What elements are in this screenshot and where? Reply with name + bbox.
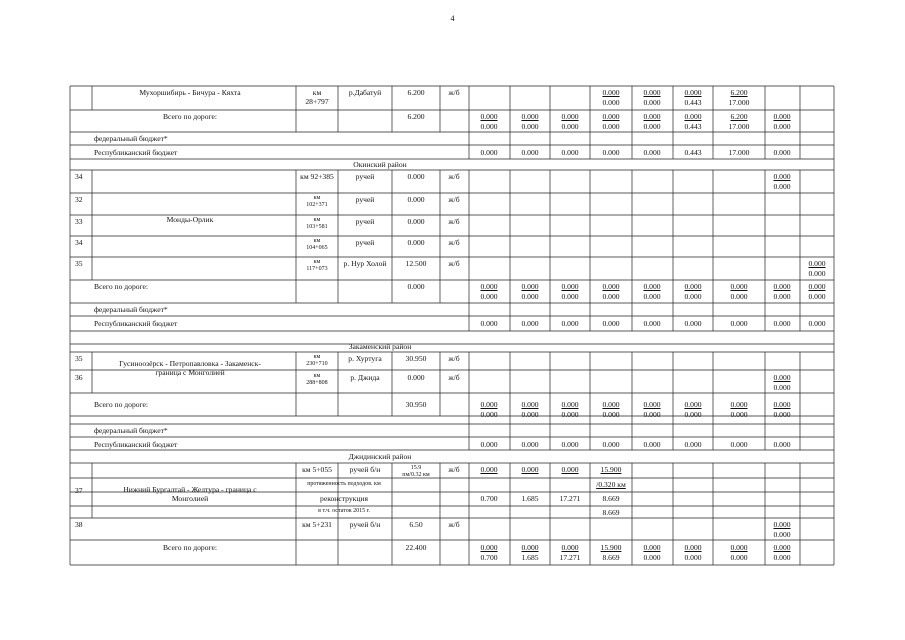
value-cell: 6.200: [730, 112, 748, 121]
type-value: ж/б: [448, 520, 460, 529]
object-name: ручей б/н: [349, 465, 381, 474]
value-cell: 0.000: [773, 319, 791, 328]
row-number: 34: [75, 238, 83, 247]
value-cell: 17.271: [559, 494, 581, 503]
object-name: р. Хуртуга: [348, 354, 382, 363]
value-cell: 0.000: [561, 465, 579, 474]
length-value: 0.000: [407, 217, 425, 226]
length-value: 30.950: [405, 354, 427, 363]
value-cell: 0.000: [643, 319, 661, 328]
length-value: 6.50: [409, 520, 423, 529]
value-cell: 0.000: [730, 282, 748, 291]
value-cell: 0.000: [808, 259, 826, 268]
length-value: 0.000: [407, 373, 425, 382]
value-cell: 15.900: [600, 465, 622, 474]
value-cell: 0.000: [521, 319, 539, 328]
value-cell: 0.000: [561, 440, 579, 449]
length-value: 22.400: [405, 543, 427, 552]
value-cell: 0.000: [643, 400, 661, 409]
value-cell: 0.000: [808, 292, 826, 301]
value-cell: 0.000: [773, 530, 791, 539]
km-marker: км 230+710: [306, 354, 328, 367]
value-cell: 0.000: [643, 553, 661, 562]
row-number: 35: [75, 259, 83, 268]
object-name: р. Джида: [350, 373, 380, 382]
value-cell: 0.000: [773, 182, 791, 191]
value-cell: 0.000: [602, 440, 620, 449]
value-cell: 0.000: [773, 112, 791, 121]
value-cell: 0.000: [684, 410, 702, 419]
value-cell: 0.000: [684, 282, 702, 291]
value-cell: 0.000: [773, 400, 791, 409]
km-marker: км 117+073: [306, 259, 328, 272]
length-value: 15.9 пм/0.32 км: [402, 465, 430, 478]
value-cell: 0.000: [643, 543, 661, 552]
value-cell: 0.000: [521, 122, 539, 131]
road-name: Гусиноозёрск - Петропавловка - Закаменск- граница с Монголией: [119, 359, 261, 377]
object-name: р.Дабатуй: [348, 88, 382, 97]
value-cell: 0.000: [773, 148, 791, 157]
type-value: ж/б: [448, 259, 460, 268]
value-cell: 0.000: [561, 400, 579, 409]
length-value: 0.000: [407, 282, 425, 291]
length-value: 0.000: [407, 172, 425, 181]
value-cell: 0.443: [684, 122, 702, 131]
value-cell: 17.271: [559, 553, 581, 562]
row-number: 33: [75, 217, 83, 226]
row-number: 32: [75, 195, 83, 204]
km-marker: км 288+808: [306, 373, 328, 386]
value-cell: 0.000: [521, 543, 539, 552]
row-number: 35: [75, 354, 83, 363]
value-cell: 0.000: [643, 122, 661, 131]
value-cell: 0.000: [808, 269, 826, 278]
km-marker: км 103+581: [306, 217, 328, 230]
value-cell: 0.000: [561, 282, 579, 291]
value-cell: 0.000: [773, 373, 791, 382]
value-cell: 0.000: [602, 400, 620, 409]
row-number: 38: [75, 520, 83, 529]
value-cell: 17.000: [728, 98, 750, 107]
value-cell: 0.000: [684, 400, 702, 409]
value-cell: 0.000: [773, 520, 791, 529]
type-value: ж/б: [448, 88, 460, 97]
value-cell: 0.000: [561, 319, 579, 328]
object-name: ручей: [355, 172, 375, 181]
value-cell: 0.443: [684, 148, 702, 157]
object-name: ручей: [355, 238, 375, 247]
type-value: ж/б: [448, 373, 460, 382]
value-cell: 0.000: [521, 148, 539, 157]
value-cell: 6.200: [730, 88, 748, 97]
value-cell: 1.685: [521, 553, 539, 562]
value-cell: 0.000: [730, 553, 748, 562]
type-value: ж/б: [448, 195, 460, 204]
row-number: 37: [75, 486, 83, 495]
value-cell: 0.000: [773, 440, 791, 449]
value-cell: 0.000: [773, 543, 791, 552]
type-value: ж/б: [448, 172, 460, 181]
km-marker: км 5+231: [302, 520, 332, 529]
value-cell: 17.000: [728, 148, 750, 157]
total-label: Всего по дороге:: [94, 400, 149, 409]
km-marker: км 28+797: [305, 88, 329, 106]
value-cell: 0.000: [521, 440, 539, 449]
km-marker: км 92+385: [300, 172, 334, 181]
value-cell: 0.000: [643, 292, 661, 301]
value-cell: 0.000: [684, 553, 702, 562]
road-name: Нижний Бургалтай - Желтура - граница с Монголией: [123, 485, 257, 503]
district-title: Закаменский район: [348, 342, 412, 351]
value-cell: /0.320 км: [596, 480, 626, 489]
value-cell: 0.000: [643, 410, 661, 419]
value-cell: 0.000: [521, 292, 539, 301]
total-label: Всего по дороге:: [162, 112, 218, 121]
row-number: 36: [75, 373, 83, 382]
value-cell: 0.000: [602, 410, 620, 419]
value-cell: 0.000: [773, 292, 791, 301]
extent-label: протяженность подходов. км: [307, 481, 381, 487]
value-cell: 0.000: [730, 410, 748, 419]
value-cell: 0.000: [602, 148, 620, 157]
value-cell: 0.700: [480, 494, 498, 503]
value-cell: 0.000: [602, 319, 620, 328]
value-cell: 0.000: [561, 148, 579, 157]
length-value: 30.950: [405, 400, 427, 409]
value-cell: 0.000: [480, 112, 498, 121]
object-name: ручей: [355, 195, 375, 204]
value-cell: 0.000: [480, 400, 498, 409]
value-cell: 8.669: [602, 508, 620, 517]
value-cell: 0.000: [480, 122, 498, 131]
value-cell: 0.000: [684, 112, 702, 121]
value-cell: 0.000: [602, 292, 620, 301]
length-value: 12.500: [405, 259, 427, 268]
value-cell: 0.000: [561, 410, 579, 419]
value-cell: 0.000: [730, 543, 748, 552]
value-cell: 0.000: [773, 410, 791, 419]
value-cell: 0.000: [480, 410, 498, 419]
object-name: р. Нур Холой: [343, 259, 387, 268]
value-cell: 0.000: [521, 410, 539, 419]
value-cell: 0.000: [643, 98, 661, 107]
value-cell: 0.000: [561, 543, 579, 552]
republic-budget-label: Республиканский бюджет: [94, 148, 178, 157]
km-marker: км 5+055: [302, 465, 332, 474]
page-number: 4: [450, 14, 455, 23]
value-cell: 0.000: [561, 112, 579, 121]
remainder-label: в т.ч. остаток 2015 г.: [318, 508, 370, 514]
total-label: Всего по дороге:: [94, 282, 149, 291]
value-cell: 0.000: [602, 88, 620, 97]
value-cell: 0.000: [773, 282, 791, 291]
district-title: Джидинский район: [348, 452, 412, 461]
value-cell: 0.000: [480, 292, 498, 301]
republic-budget-label: Республиканский бюджет: [94, 319, 178, 328]
value-cell: 0.000: [521, 282, 539, 291]
value-cell: 0.000: [480, 282, 498, 291]
value-cell: 0.000: [773, 553, 791, 562]
federal-budget-label: федеральный бюджет*: [94, 305, 168, 314]
value-cell: 0.000: [602, 98, 620, 107]
value-cell: 0.700: [480, 553, 498, 562]
value-cell: 0.000: [730, 292, 748, 301]
value-cell: 0.000: [684, 440, 702, 449]
length-value: 0.000: [407, 238, 425, 247]
value-cell: 0.000: [808, 319, 826, 328]
value-cell: 0.000: [684, 88, 702, 97]
type-value: ж/б: [448, 354, 460, 363]
value-cell: 0.000: [561, 122, 579, 131]
value-cell: 0.000: [643, 148, 661, 157]
value-cell: 1.685: [521, 494, 539, 503]
value-cell: 0.000: [602, 112, 620, 121]
republic-budget-label: Республиканский бюджет: [94, 440, 178, 449]
value-cell: 8.669: [602, 553, 620, 562]
value-cell: 17.000: [728, 122, 750, 131]
row-number: 34: [75, 172, 83, 181]
total-label: Всего по дороге:: [162, 543, 218, 552]
federal-budget-label: федеральный бюджет*: [94, 426, 168, 435]
value-cell: 0.443: [684, 98, 702, 107]
federal-budget-label: федеральный бюджет*: [94, 134, 168, 143]
road-name: Монды-Орлик: [166, 215, 214, 224]
value-cell: 0.000: [643, 88, 661, 97]
value-cell: 0.000: [480, 465, 498, 474]
value-cell: 0.000: [808, 282, 826, 291]
type-value: ж/б: [448, 238, 460, 247]
district-title: Окинский район: [353, 160, 407, 169]
length-value: 6.200: [407, 88, 425, 97]
value-cell: 0.000: [773, 383, 791, 392]
length-value: 0.000: [407, 195, 425, 204]
value-cell: 0.000: [773, 172, 791, 181]
value-cell: 0.000: [643, 440, 661, 449]
value-cell: 0.000: [480, 440, 498, 449]
road-name: Мухоршибирь - Бичура - Кяхта: [139, 88, 241, 97]
value-cell: 0.000: [521, 465, 539, 474]
value-cell: 0.000: [730, 400, 748, 409]
length-value: 6.200: [407, 112, 425, 121]
value-cell: 0.000: [730, 440, 748, 449]
value-cell: 0.000: [602, 282, 620, 291]
value-cell: 0.000: [684, 543, 702, 552]
reconstruction-label: реконструкция: [320, 494, 368, 503]
value-cell: 8.669: [602, 494, 620, 503]
value-cell: 0.000: [521, 400, 539, 409]
km-marker: км 102+371: [306, 195, 328, 208]
value-cell: 0.000: [730, 319, 748, 328]
object-name: ручей б/н: [349, 520, 381, 529]
object-name: ручей: [355, 217, 375, 226]
value-cell: 15.900: [600, 543, 622, 552]
value-cell: 0.000: [480, 319, 498, 328]
value-cell: 0.000: [643, 282, 661, 291]
value-cell: 0.000: [602, 122, 620, 131]
value-cell: 0.000: [643, 112, 661, 121]
value-cell: 0.000: [521, 112, 539, 121]
km-marker: км 104+065: [306, 238, 328, 251]
value-cell: 0.000: [773, 122, 791, 131]
value-cell: 0.000: [480, 543, 498, 552]
type-value: ж/б: [448, 465, 460, 474]
value-cell: 0.000: [684, 292, 702, 301]
value-cell: 0.000: [684, 319, 702, 328]
value-cell: 0.000: [480, 148, 498, 157]
type-value: ж/б: [448, 217, 460, 226]
value-cell: 0.000: [561, 292, 579, 301]
